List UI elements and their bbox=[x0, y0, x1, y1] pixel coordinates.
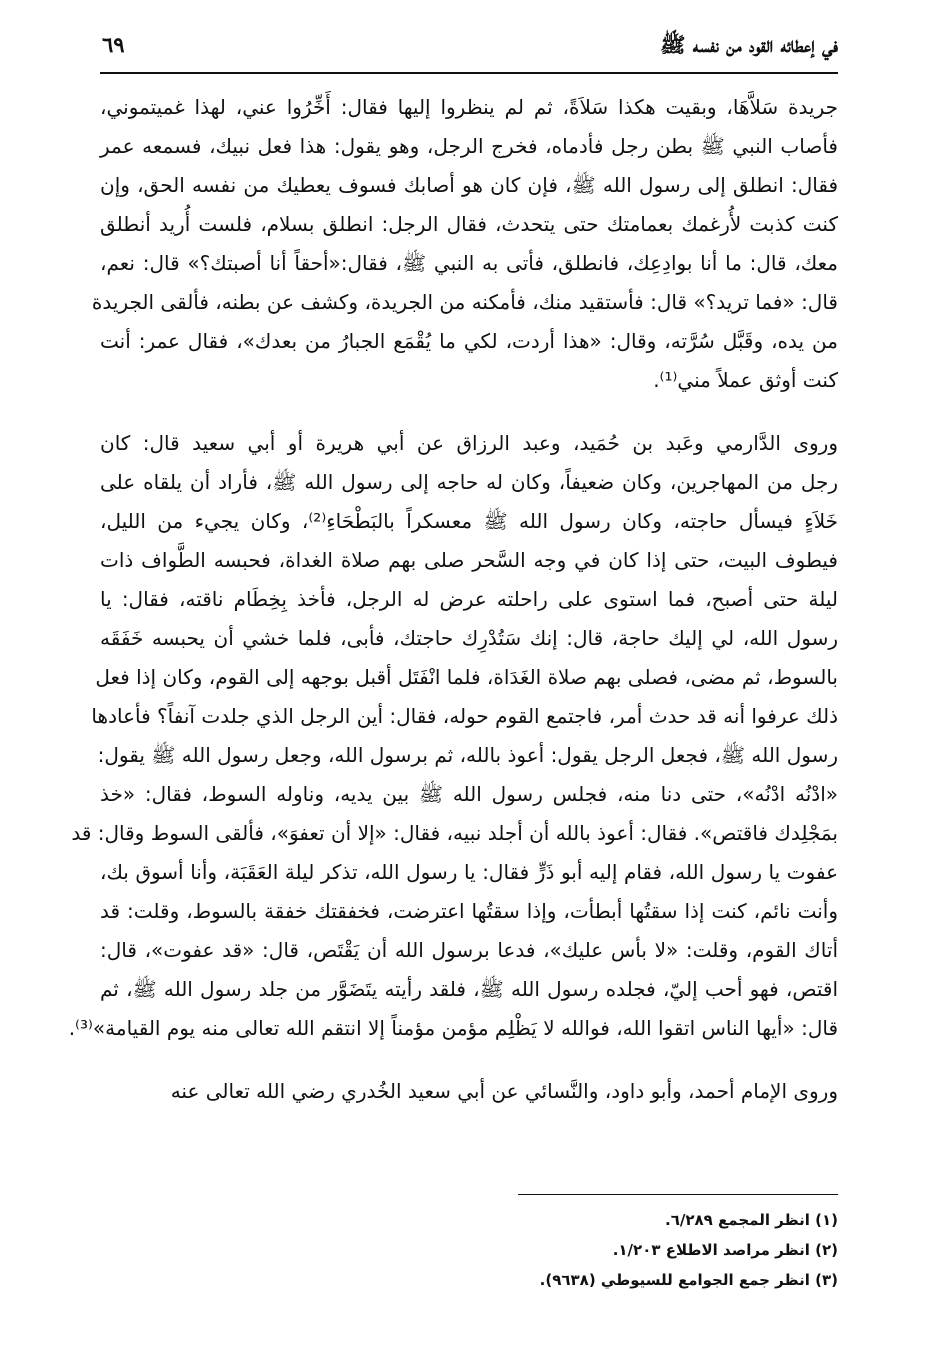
footnote: (٣) انظر جمع الجوامع للسيوطي (٩٦٣٨). bbox=[539, 1271, 838, 1289]
text-line: وأنت نائم، كنت إذا سقتُها أبطأت، وإذا سقتُها اعترضت، فخفقتك خفقة بالسوط، وقلت: قد bbox=[100, 899, 838, 923]
paragraph bbox=[91, 88, 838, 400]
text-line: كنت أوثق عملاً مني⁽¹⁾. bbox=[653, 368, 838, 392]
text-line: رسول الله ﷺ، فجعل الرجل يقول: أعوذ بالله، ثم برسول الله، وجعل رسول الله ﷺ يقول: bbox=[97, 743, 838, 767]
page-number: ٦٩ bbox=[102, 32, 125, 57]
footnote-divider bbox=[518, 1194, 838, 1195]
text-line: جريدة سَلاَّهَا، وبقيت هكذا سَلاَةً، ثم لم ينظروا إليها فقال: أَخِّرُوا عني، لهذا غميتموني، bbox=[100, 95, 838, 119]
text-line: عفوت يا رسول الله، فقام إليه أبو ذَرٍّ فقال: يا رسول الله، تذكر ليلة العَقَبَة، وأنا أسوق بك، bbox=[100, 860, 838, 884]
text-line: وروى الدَّارمي وعَبد بن حُمَيد، وعبد الرزاق عن أبي هريرة أو أبي سعيد قال: كان bbox=[100, 431, 838, 455]
text-line: رجل من المهاجرين، وكان ضعيفاً، وكان له حاجه إلى رسول الله ﷺ، فأراد أن يلقاه على bbox=[100, 470, 838, 494]
text-line: وروى الإمام أحمد، وأبو داود، والنَّسائي عن أبي سعيد الخُدري رضي الله تعالى عنه bbox=[170, 1079, 838, 1103]
text-line: اقتص، فهو أحب إليّ، فجلده رسول الله ﷺ، فلقد رأيته يتَضَوَّر من جلد رسول الله ﷺ، ثم bbox=[100, 977, 838, 1001]
text-line: ليلة حتى أصبح، فما استوى على راحلته عرض له الرجل، فأخذ بِخِطَام ناقته، فقال: يا bbox=[100, 587, 838, 611]
paragraph bbox=[100, 1072, 838, 1111]
text-line: معك، قال: ما أنا بوادِعِك، فانطلق، فأتى به النبي ﷺ، فقال:«أحقاً أنا أصبتك؟» قال: نعم، bbox=[100, 251, 838, 275]
page-header bbox=[100, 26, 838, 74]
text-line: أتاك القوم، وقلت: «لا بأس عليك»، فدعا برسول الله أن يَقْتَص، قال: «قد عفوت»، قال: bbox=[100, 938, 838, 962]
text-line: فيطوف البيت، حتى إذا كان في وجه السَّحر صلى بهم صلاة الغداة، فحبسه الطَّواف ذات bbox=[100, 548, 838, 572]
text-line: رسول الله، لي إليك حاجة، قال: إنك سَتُدْرِك حاجتك، فأبى، فلما خشي أن يحبسه خَفَقَه bbox=[100, 626, 838, 650]
text-line: خَلاَءٍ فيسأل حاجته، وكان رسول الله ﷺ معسكراً بالبَطْحَاءِ⁽²⁾، وكان يجيء من الليل، bbox=[100, 509, 839, 533]
paragraph bbox=[68, 424, 839, 1048]
main-text bbox=[68, 88, 839, 1111]
text-line: بمَجْلِدك فاقتص». فقال: أعوذ بالله أن أجلد نبيه، فقال: «إلا أن تعفوَ»، فألقى السوط وقال: قد bbox=[71, 821, 838, 845]
text-line: فقال: انطلق إلى رسول الله ﷺ، فإن كان هو أصابك فسوف يعطيك من نفسه الحق، وإن bbox=[100, 173, 838, 197]
text-line: قال: «أيها الناس اتقوا الله، فوالله لا يَظْلِم مؤمن مؤمناً إلا انتقم الله تعالى منه يوم القيامة»⁽³⁾. bbox=[68, 1016, 838, 1040]
text-line: ذلك عرفوا أنه قد حدث أمر، فاجتمع القوم حوله، فقال: أين الرجل الذي جلدت آنفاً؟ فأعادها bbox=[91, 704, 838, 728]
footnote: (١) انظر المجمع ٦/٢٨٩. bbox=[664, 1211, 838, 1229]
paragraph-gap bbox=[100, 1048, 838, 1072]
footnotes bbox=[100, 1205, 838, 1295]
text-line: فأصاب النبي ﷺ بطن رجل فأدماه، فخرج الرجل، وهو يقول: هذا فعل نبيك، فسمعه عمر bbox=[100, 134, 838, 158]
footnote: (٢) انظر مراصد الاطلاع ١/٢٠٣. bbox=[612, 1241, 838, 1259]
text-line: بالسوط، ثم مضى، فصلى بهم صلاة الغَدَاة، فلما انْفَتَل أقبل بوجهه إلى القوم، وكان إذا فعل bbox=[95, 665, 838, 689]
running-title: في إعطائه القود من نفسه ﷺ bbox=[660, 32, 838, 57]
text-line: من يده، وقَبَّل سُرَّته، وقال: «هذا أردت، لكي ما يُقْمَع الجبارُ من بعدك»، فقال عمر: أنت bbox=[100, 329, 838, 353]
text-line: «ادْنُه ادْنُه»، حتى دنا منه، فجلس رسول الله ﷺ بين يديه، وناوله السوط، فقال: «خذ bbox=[100, 782, 838, 806]
text-line: كنت كذبت لأُرغمك بعمامتك حتى يتحدث، فقال الرجل: انطلق بسلام، فلست أُريد أنطلق bbox=[100, 212, 838, 236]
text-line: قال: «فما تريد؟» قال: فأستقيد منك، فأمكنه من الجريدة، وكشف عن بطنه، فألقى الجريدة bbox=[91, 290, 838, 314]
paragraph-gap bbox=[100, 400, 838, 424]
